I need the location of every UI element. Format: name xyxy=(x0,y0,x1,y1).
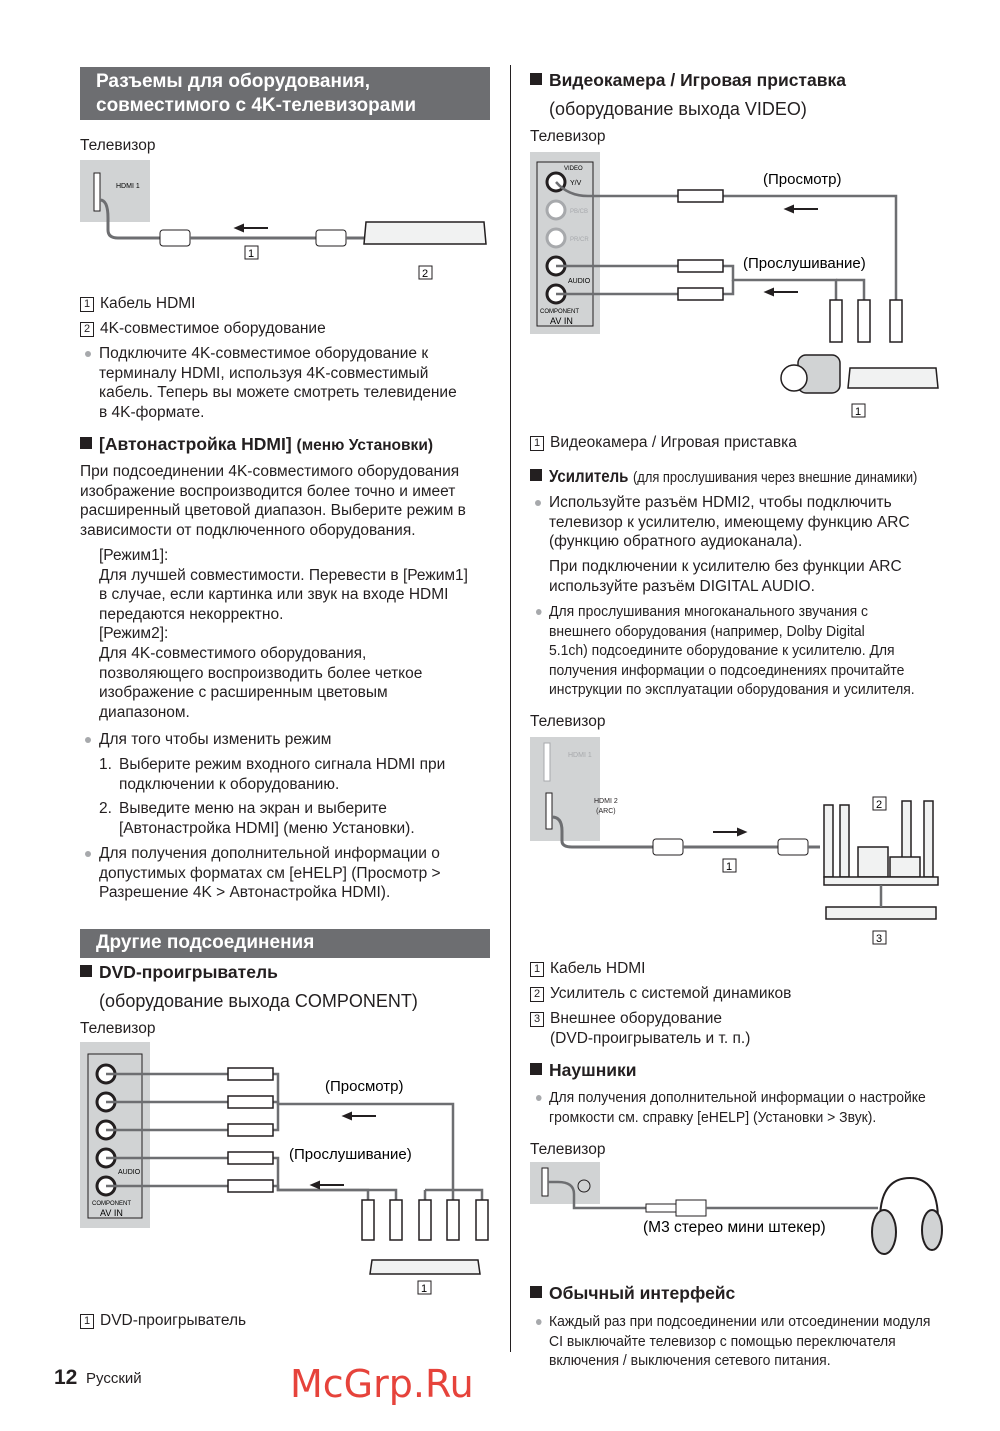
hdmi-port-label: HDMI 1 xyxy=(116,183,140,190)
svg-text:PR/CR: PR/CR xyxy=(570,237,589,243)
svg-text:AV IN: AV IN xyxy=(100,1208,123,1218)
legend-item: 2 4K-совместимое оборудование xyxy=(80,319,326,339)
auto-hdmi-heading: [Автонастройка HDMI] (меню Установки) xyxy=(80,434,433,455)
view-label: (Просмотр) xyxy=(763,171,842,188)
svg-text:1: 1 xyxy=(726,861,733,873)
arrow-left-icon xyxy=(236,225,268,231)
bullet-item: Используйте разъём HDMI2, чтобы подключить телевизор к усилителю, имеющему функцию ARC (функцию обратного аудиоканала). xyxy=(549,493,910,552)
bullet-item: Каждый раз при подсоединении или отсоединении модуля CI выключайте телевизор с помощью переключателя включения / выключения сетевого питания. xyxy=(549,1312,930,1371)
plug-label: (M3 стерео мини штекер) xyxy=(643,1219,826,1236)
amp-note: При подключении к усилителю без функции ARC используйте разъём DIGITAL AUDIO. xyxy=(549,558,902,595)
svg-text:3: 3 xyxy=(876,933,883,945)
tv-label: Телевизор xyxy=(530,1141,606,1158)
hdmi-plug-icon xyxy=(653,839,683,855)
headphones-diagram xyxy=(528,1160,943,1270)
bullet-item: Подключите 4K-совместимое оборудование к терминалу HDMI, используя 4K-совместимый кабель. Теперь вы можете смотреть телевидение в 4K-формате. xyxy=(99,344,457,422)
camcorder-subheading: (оборудование выхода VIDEO) xyxy=(549,99,807,119)
view-label: (Просмотр) xyxy=(325,1078,404,1095)
tv-label: Телевизор xyxy=(530,128,606,145)
amplifier-heading: Усилитель (для прослушивания через внешние динамики) xyxy=(530,466,964,487)
svg-text:HDMI 1: HDMI 1 xyxy=(568,752,592,759)
arrow-left-icon xyxy=(786,206,818,212)
listen-label: (Прослушивание) xyxy=(289,1146,412,1163)
svg-text:1: 1 xyxy=(421,1283,428,1295)
arrow-right-icon xyxy=(713,829,745,835)
legend-item: 2 Усилитель с системой динамиков xyxy=(530,984,791,1004)
svg-text:VIDEO: VIDEO xyxy=(564,166,583,172)
hdmi2-arc-port-label: HDMI 2 (ARC) xyxy=(594,798,618,815)
column-divider xyxy=(510,65,511,1352)
tv-label: Телевизор xyxy=(530,713,606,730)
hdmi-4k-diagram xyxy=(78,158,493,288)
tv-label: Телевизор xyxy=(80,137,156,154)
section-title-other: Другие подсоединения xyxy=(80,929,490,958)
bullet-item: Для того чтобы изменить режим xyxy=(99,730,331,750)
tv-label: Телевизор xyxy=(80,1020,156,1037)
mini-plug-icon xyxy=(676,1200,706,1216)
svg-text:PB/CB: PB/CB xyxy=(570,209,589,215)
section-title-4k: Разъемы для оборудования, совместимого с 4K-телевизорами xyxy=(80,67,490,120)
svg-text:Y/V: Y/V xyxy=(570,180,582,187)
listen-label: (Прослушивание) xyxy=(743,255,866,272)
common-interface-heading: Обычный интерфейс xyxy=(530,1283,735,1304)
arrow-left-icon xyxy=(766,289,798,295)
watermark: McGrp.Ru xyxy=(290,1362,474,1406)
legend-item: 1 Кабель HDMI xyxy=(80,294,196,314)
bullet-item: Для получения дополнительной информации о допустимых форматах см [eHELP] (Просмотр > Разрешение 4K > Автонастройка HDMI). xyxy=(99,844,441,903)
svg-text:AV IN: AV IN xyxy=(550,316,573,326)
mode-descriptions: [Режим1]: Для лучшей совместимости. Перевести в [Режим1] в случае, если картинка или звук на входе HDMI передаются некорректно. [Режим2]: Для 4K-совместимого оборудования, позволяющего воспроизводить более четкое изображение с расширенным цветовым диапазоном. xyxy=(99,547,468,721)
svg-text:2: 2 xyxy=(876,799,883,811)
amplifier-diagram xyxy=(528,735,943,950)
legend-item: 1 Видеокамера / Игровая приставка xyxy=(530,433,797,453)
headphones-icon xyxy=(872,1178,942,1254)
step-item: 2. Выведите меню на экран и выберите [Автонастройка HDMI] (меню Установки). xyxy=(99,800,415,837)
svg-text:COMPONENT: COMPONENT xyxy=(92,1201,131,1207)
svg-text:COMPONENT: COMPONENT xyxy=(540,309,579,315)
tv-panel xyxy=(80,160,150,222)
legend-item: 3 Внешнее оборудование (DVD-проигрыватель и т. п.) xyxy=(530,1009,750,1048)
dvd-heading: DVD-проигрыватель xyxy=(80,962,278,983)
hdmi-plug-icon xyxy=(160,230,190,246)
arrow-left-icon xyxy=(344,1113,376,1119)
camcorder-icon xyxy=(781,355,840,393)
4k-device-icon xyxy=(364,222,486,244)
bullet-item: Для получения дополнительной информации о настройке громкости см. справку [eHELP] (Установки > Звук). xyxy=(549,1088,926,1127)
headphones-heading: Наушники xyxy=(530,1060,637,1081)
arrow-left-icon xyxy=(312,1182,344,1188)
legend-item: 1 Кабель HDMI xyxy=(530,959,646,979)
svg-text:AUDIO: AUDIO xyxy=(118,1169,141,1176)
language-label: Русский xyxy=(86,1370,142,1387)
svg-text:1: 1 xyxy=(855,406,862,418)
svg-text:1: 1 xyxy=(248,248,255,260)
camcorder-diagram xyxy=(528,150,943,425)
step-item: 1. Выберите режим входного сигнала HDMI при подключении к оборудованию. xyxy=(99,756,446,793)
page-number: 12 xyxy=(54,1366,78,1389)
dvd-component-diagram xyxy=(78,1040,493,1300)
svg-text:AUDIO: AUDIO xyxy=(568,278,591,285)
legend-item: 1 DVD-проигрыватель xyxy=(80,1311,246,1331)
dvd-subheading: (оборудование выхода COMPONENT) xyxy=(99,991,418,1011)
dvd-player-icon xyxy=(370,1260,480,1274)
camcorder-heading: Видеокамера / Игровая приставка xyxy=(530,70,846,91)
hdmi-plug-icon xyxy=(778,839,808,855)
bullet-item: Для прослушивания многоканального звучания с внешнего оборудования (например, Dolby Digital 5.1ch) подсоедините оборудование к усилителю. Для получения информации о подсоединениях прочитайте инструкции по эксплуатации оборудования и усилителя. xyxy=(549,602,915,700)
hdmi-plug-icon xyxy=(316,230,346,246)
game-console-icon xyxy=(848,368,938,388)
svg-text:2: 2 xyxy=(422,268,429,280)
auto-hdmi-paragraph: При подсоединении 4K-совместимого оборудования изображение воспроизводится более точно и имеет расширенный цветовой диапазон. Выберите режим в зависимости от подключенного оборудования. xyxy=(80,463,466,539)
